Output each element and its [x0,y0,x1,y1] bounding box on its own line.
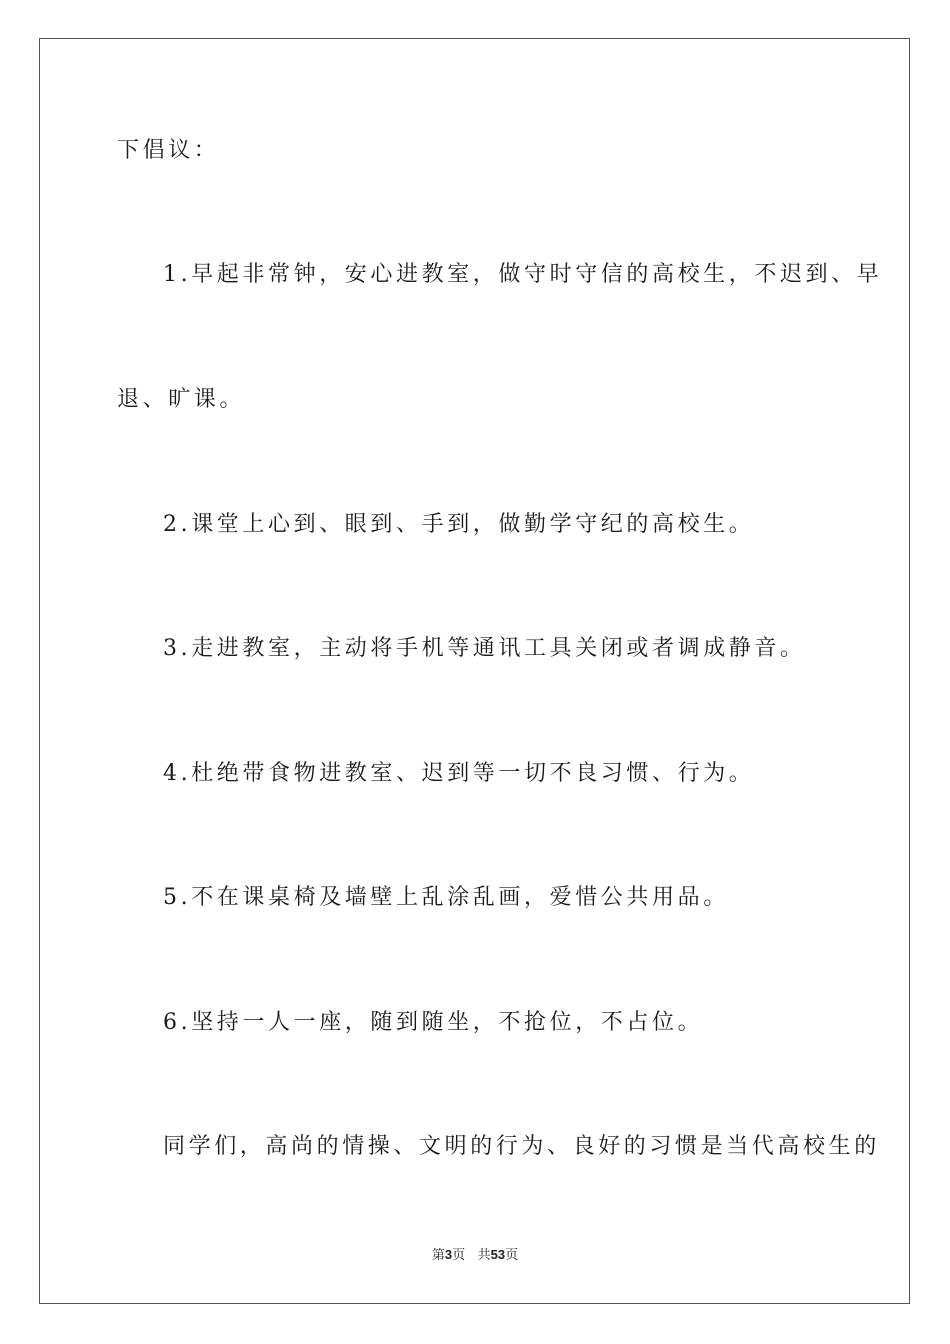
text-line-item-1: 1.早起非常钟，安心进教室，做守时守信的高校生，不迟到、早 [163,262,883,287]
text-line-item-5: 5.不在课桌椅及墙壁上乱涂乱画，爱惜公共用品。 [163,885,729,910]
page-suffix: 页 [452,1248,466,1263]
page-border [39,38,910,1304]
text-line-closing: 同学们，高尚的情操、文明的行为、良好的习惯是当代高校生的 [163,1134,880,1159]
current-page-number: 3 [444,1247,453,1262]
text-line-item-6: 6.坚持一人一座，随到随坐，不抢位，不占位。 [163,1010,704,1035]
page-prefix: 第 [431,1248,445,1263]
total-page-count: 53 [490,1247,506,1262]
text-line-item-3: 3.走进教室，主动将手机等通讯工具关闭或者调成静音。 [163,636,806,661]
text-line-item-4: 4.杜绝带食物进教室、迟到等一切不良习惯、行为。 [163,761,755,786]
text-line-intro: 下倡议： [117,138,220,163]
text-line-item-1-cont: 退、旷课。 [117,387,246,412]
total-prefix: 共 [477,1248,491,1263]
total-suffix: 页 [505,1248,519,1263]
page-footer [0,1246,950,1265]
text-line-item-2: 2.课堂上心到、眼到、手到，做勤学守纪的高校生。 [163,512,755,537]
